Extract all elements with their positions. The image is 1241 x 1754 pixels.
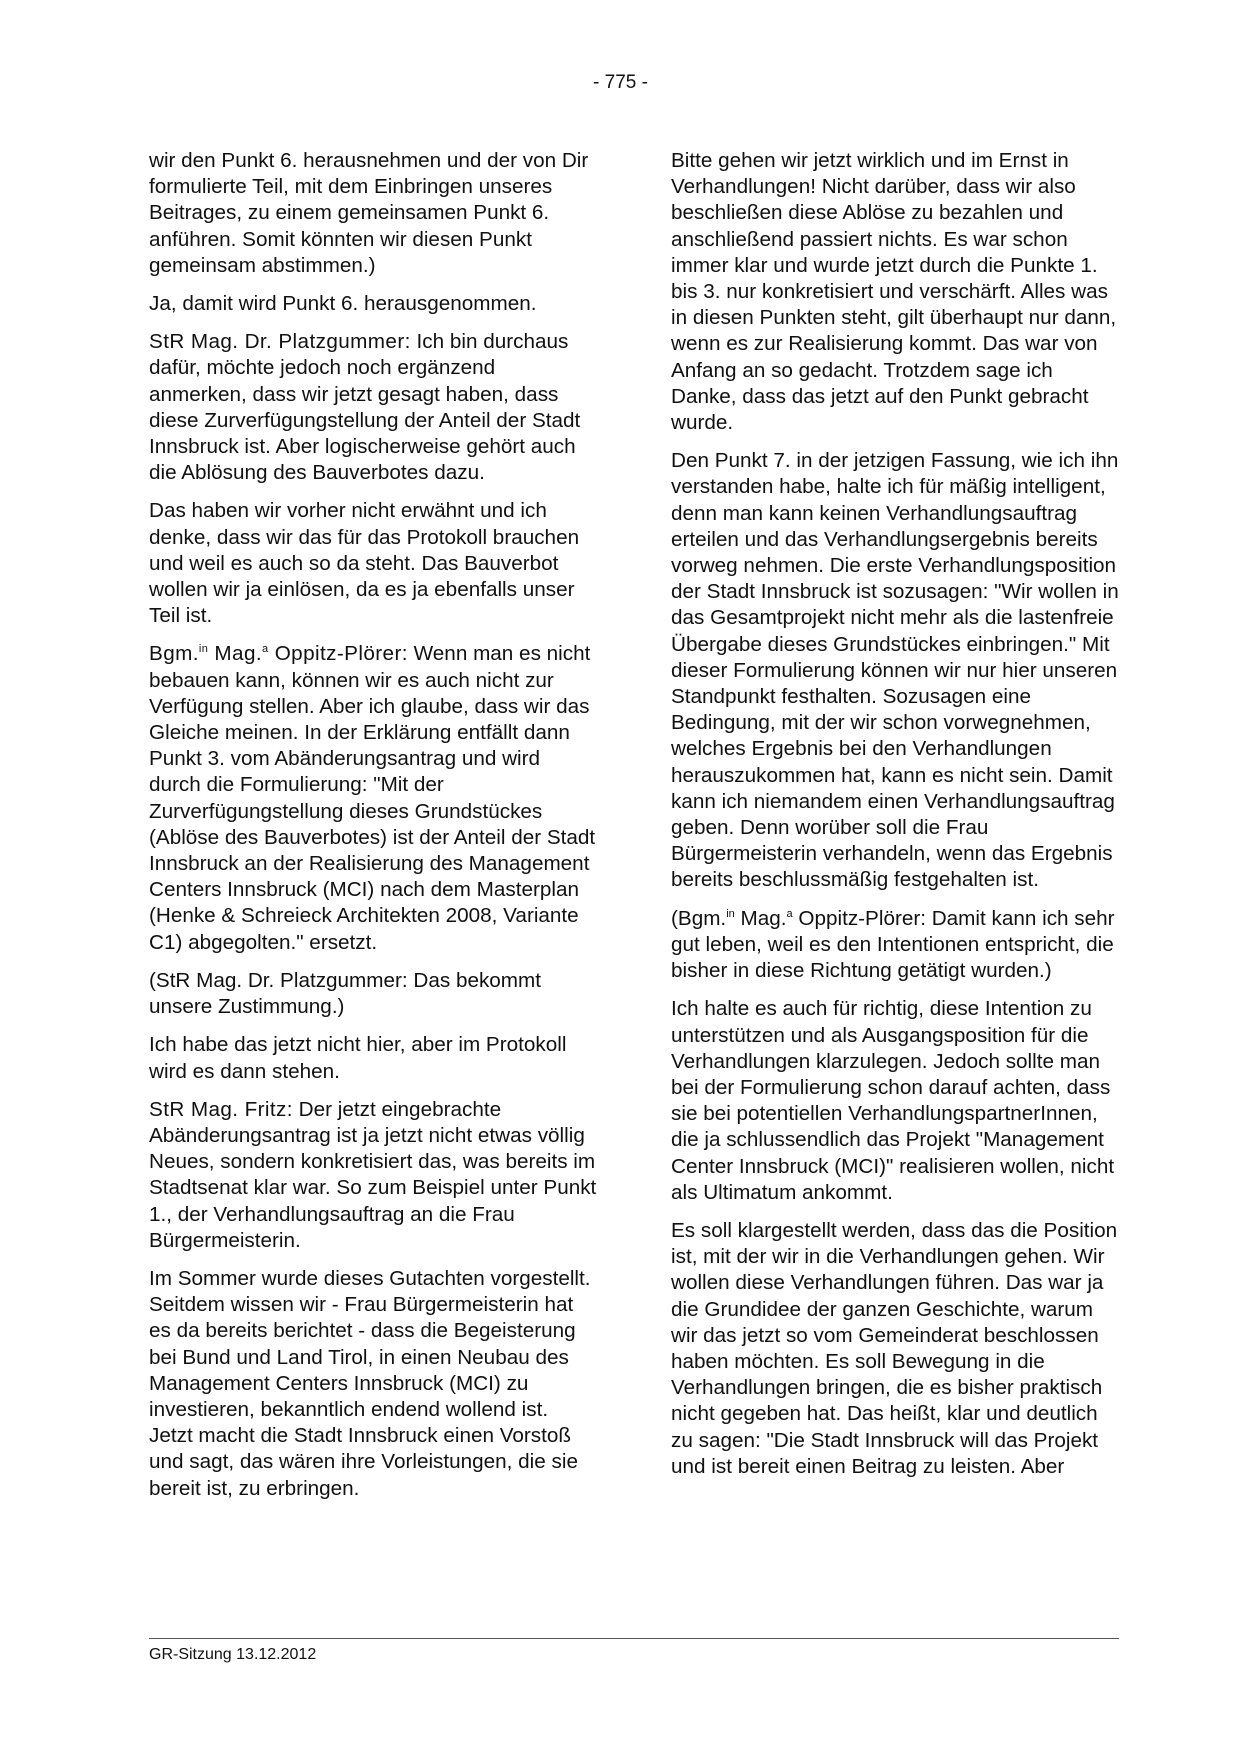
speech-text: Ich bin durchaus dafür, möchte jedoch noch ergänzend anmerken, dass wir jetzt gesagt haben, dass diese Zurverfügungstellung der Anteil der Stadt Innsbruck ist. Aber logischerweise gehört auch die Ablösung des Bauverbotes dazu. bbox=[149, 330, 581, 485]
right-column bbox=[671, 148, 1119, 1492]
paragraph: Ja, damit wird Punkt 6. herausgenommen. bbox=[149, 292, 537, 316]
paragraph: Den Punkt 7. in der jetzigen Fassung, wie ich ihn verstanden habe, halte ich für mäßig intelligent, denn man kann keinen Verhandlungsauftrag erteilen und das Verhandlungsergebnis bereits vorweg nehmen. Die erste Verhandlungsposition der Stadt Innsbruck ist sozusagen: "Wir wollen in das Gesamtprojekt nicht mehr als die lastenfreie Übergabe dieses Grundstückes einbringen." Mit dieser Formulierung können wir nur hier unseren Standpunkt festhalten. Sozusagen eine Bedingung, mit der wir schon vorwegnehmen, welches Ergebnis bei den Verhandlungen herauszukommen hat, kann es nicht sein. Damit kann ich niemandem einen Verhandlungsauftrag geben. Denn worüber soll die Frau Bürgermeisterin verhandeln, wenn das Ergebnis bereits beschlussmäßig festgehalten ist. bbox=[671, 449, 1119, 892]
paragraph bbox=[671, 906, 1119, 985]
paragraph bbox=[149, 329, 597, 486]
page-number: - 775 - bbox=[593, 72, 648, 93]
superscript: in bbox=[198, 643, 209, 656]
paragraph: (StR Mag. Dr. Platzgummer: Das bekommt unsere Zustimmung.) bbox=[149, 968, 542, 1019]
superscript: in bbox=[726, 907, 735, 920]
footer-divider bbox=[149, 1638, 1119, 1639]
interjection-prefix: (Bgm. bbox=[671, 906, 727, 930]
paragraph: Bitte gehen wir jetzt wirklich und im Ernst in Verhandlungen! Nicht darüber, dass wir also beschließen diese Ablöse zu bezahlen und anschließend passiert nichts. Es war schon immer klar und wurde jetzt durch die Punkte 1. bis 3. nur konkretisiert und verschärft. Alles was in diesen Punkten steht, gilt überhaupt nur dann, wenn es zur Realisierung kommt. Das war von Anfang an so gedacht. Trotzdem sage ich Danke, dass das jetzt auf den Punkt gebracht wurde. bbox=[671, 149, 1117, 435]
paragraph: wir den Punkt 6. herausnehmen und der von Dir formulierte Teil, mit dem Einbringen unseres Beitrages, zu einem gemeinsamen Punkt 6. anführen. Somit könnten wir diesen Punkt gemeinsam abstimmen.) bbox=[149, 149, 589, 277]
speech-text: Der jetzt eingebrachte Abänderungsantrag ist ja jetzt nicht etwas völlig Neues, sondern konkretisiert das, was bereits im Stadtsenat klar war. So zum Beispiel unter Punkt 1., der Verhandlungsauftrag an die Frau Bürgermeisterin. bbox=[149, 1097, 597, 1252]
speaker-surname: Oppitz-Plörer: bbox=[268, 642, 408, 666]
left-column bbox=[149, 148, 597, 1514]
paragraph: Das haben wir vorher nicht erwähnt und ich denke, dass wir das für das Protokoll brauchen und weil es auch so da steht. Das Bauverbot wollen wir ja einlösen, da es ja ebenfalls unser Teil ist. bbox=[149, 499, 580, 628]
superscript: a bbox=[262, 643, 269, 656]
speaker-name: StR Mag. Dr. Platzgummer: bbox=[149, 330, 411, 354]
speaker-name bbox=[149, 642, 408, 665]
paragraph: Im Sommer wurde dieses Gutachten vorgestellt. Seitdem wissen wir - Frau Bürgermeisterin hat es da bereits berichtet - dass die Begeisterung bei Bund und Land Tirol, in einen Neubau des Management Centers Innsbruck (MCI) zu investieren, bekanntlich endend wollend ist. Jetzt macht die Stadt Innsbruck einen Vorstoß und sagt, das wären ihre Vorleistungen, die sie bereit ist, zu erbringen. bbox=[149, 1266, 591, 1500]
footer-text: GR-Sitzung 13.12.2012 bbox=[149, 1646, 317, 1663]
paragraph: Es soll klargestellt werden, dass das die Position ist, mit der wir in die Verhandlungen gehen. Wir wollen diese Verhandlungen führen. Das war ja die Grundidee der ganzen Geschichte, warum wir das jetzt so vom Gemeinderat beschlossen haben möchten. Es soll Bewegung in die Verhandlungen bringen, die es bisher praktisch nicht gegeben hat. Das heißt, klar und deutlich zu sagen: "Die Stadt Innsbruck will das Projekt und ist bereit einen Beitrag zu leisten. Aber bbox=[671, 1218, 1118, 1478]
paragraph bbox=[149, 641, 597, 955]
paragraph: Ich habe das jetzt nicht hier, aber im Protokoll wird es dann stehen. bbox=[149, 1033, 567, 1083]
paragraph bbox=[149, 1097, 597, 1254]
speech-text: Wenn man es nicht bebauen kann, können wir es auch nicht zur Verfügung stellen. Aber ich glaube, dass wir das Gleiche meinen. In der Erklärung entfällt dann Punkt 3. vom Abänderungsantrag und wird durch die Formulierung: "Mit der Zurverfügungstellung dieses Grundstückes (Ablöse des Bauverbotes) ist der Anteil der Stadt Innsbruck an der Realisierung des Management Centers Innsbruck (MCI) nach dem Masterplan (Henke & Schreieck Architekten 2008, Variante C1) abgegolten." ersetzt. bbox=[149, 642, 596, 954]
speaker-name: StR Mag. Fritz: bbox=[149, 1097, 293, 1121]
paragraph: Ich halte es auch für richtig, diese Intention zu unterstützen und als Ausgangsposition für die Verhandlungen klarzulegen. Jedoch sollte man bei der Formulierung schon darauf achten, dass sie bei potentiellen VerhandlungspartnerInnen, die ja schlussendlich das Projekt "Management Center Innsbruck (MCI)" realisieren wollen, nicht als Ultimatum ankommt. bbox=[671, 997, 1115, 1204]
interjection-title: Mag. bbox=[734, 906, 787, 930]
speaker-title: Bgm. bbox=[149, 642, 199, 666]
superscript: a bbox=[786, 907, 793, 920]
interjection-text: Oppitz-Plörer: Damit kann ich sehr gut leben, weil es den Intentionen entspricht, die bisher in diese Richtung getätigt wurden.) bbox=[671, 906, 1115, 983]
speaker-title: Mag. bbox=[208, 642, 263, 666]
